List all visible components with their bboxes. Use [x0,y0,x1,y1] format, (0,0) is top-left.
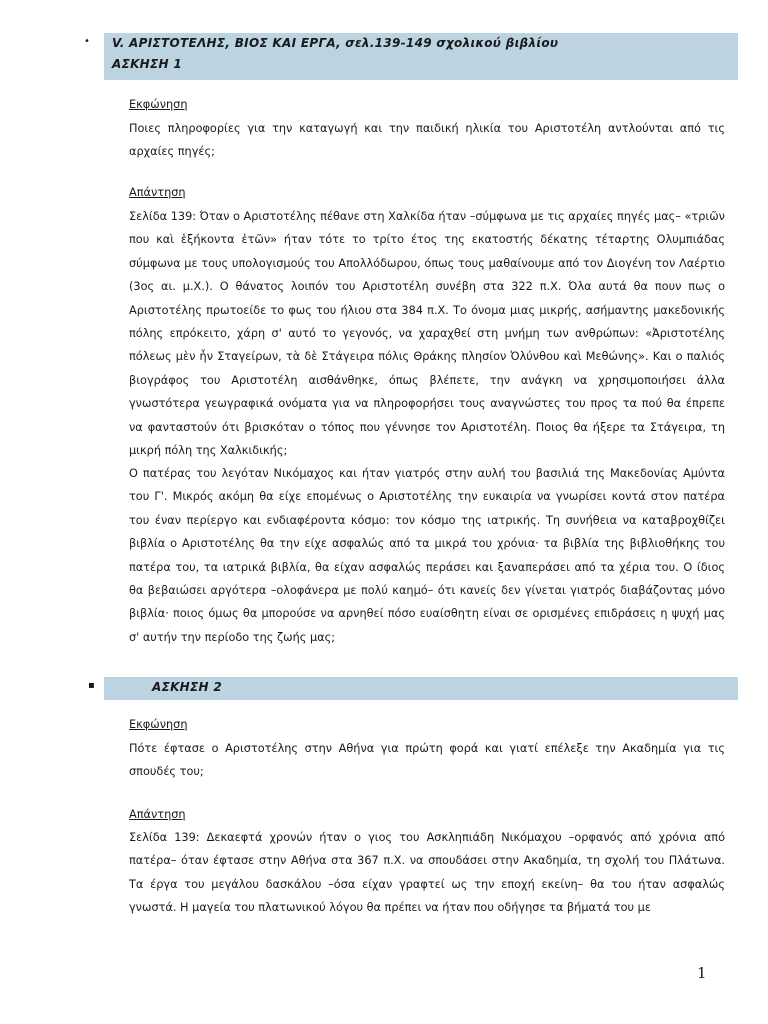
square-bullet-icon: ▪ [88,680,95,691]
answer-1-paragraph-2: Ο πατέρας του λεγόταν Νικόμαχος και ήταν γιατρός στην αυλή του βασιλιά της Μακεδονίας Αμύντα του Γ'. Μικρός ακόμη θα είχε επομένως ο Αριστοτέλης την ευκαιρία να γνωρίσει κοντά στον πατέρα του έναν περίεργο και ενδιαφέροντα κόσμο: τον κόσμο της ιατρικής. Τη συνήθεια να καταβροχθίζει βιβλία ο Αριστοτέλης θα την είχε ασφαλώς από τα μικρά του χρόνια· τα βιβλία της βιβλιοθήκης του πατέρα του, τα ιατρικά βιβλία, θα είχαν ασφαλώς περάσει και ξαναπεράσει από τα χέρια του. Ο ίδιος θα βεβαιώσει αργότερα –ολοφάνερα με πολύ καημό– ότι κανείς δεν γίνεται γιατρός διαβάζοντας μόνο βιβλία· ποιος όμως θα μπορούσε να αρνηθεί πόσο ευαίσθητη είναι σε ορισμένες επιδράσεις η ψυχή μας σ' αυτήν την περίοδο της ζωής μας; [129,467,725,644]
bullet-icon: • [84,36,90,47]
exercise-2-title: ΑΣΚΗΣΗ 2 [152,680,222,694]
answer-label-1: Απάντηση [129,186,186,199]
section-header-2 [88,677,738,700]
answer-1-paragraph-1: Σελίδα 139: Όταν ο Αριστοτέλης πέθανε στη Χαλκίδα ήταν –σύμφωνα με τις αρχαίες πηγές μας– «τριῶν που καὶ ἑξήκοντα ἐτῶν» ήταν τότε το τρίτο έτος της εκατοστής δέκατης τέταρτης Ολυμπιάδας σύμφωνα με τους υπολογισμούς του Απολλόδωρου, όπως τους μαθαίνουμε από τον Διογένη τον Λαέρτιο (3ος αι. μ.Χ.). Ο θάνατος λοιπόν του Αριστοτέλη συνέβη στα 322 π.Χ. Όλα αυτά θα πουν πως ο Αριστοτέλης πρωτοείδε το φως του ήλιου στα 384 π.Χ. Το όνομα μιας μικρής, ασήμαντης μακεδονικής πόλης επρόκειτο, χάρη σ' αυτό το γεγονός, να χαραχθεί στη μνήμη των ανθρώπων: «Ἀριστοτέλης πόλεως μὲν ἦν Σταγείρων, τὰ δὲ Στάγειρα πόλις Θράκης πλησίον Ὀλύνθου καὶ Μεθώνης». Και ο παλιός βιογράφος του Αριστοτέλη αισθάνθηκε, όπως βλέπετε, την ανάγκη να χρησιμοποιήσει άλλα γνωστότερα γεωγραφικά ονόματα για να πληροφορήσει τους αναγνώστες του προς τα πού θα έπρεπε να φανταστούν ότι βρισκόταν ο τόπος που γέννησε τον Αριστοτέλη. Ποιος θα ήξερε τα Στάγειρα, τη μικρή πόλη της Χαλκιδικής; [129,210,725,458]
question-1-text: Ποιες πληροφορίες για την καταγωγή και την παιδική ηλικία του Αριστοτέλη αντλούνται από τις αρχαίες πηγές; [129,122,725,159]
exercise-1-title: ΑΣΚΗΣΗ 1 [112,57,182,71]
answer-2-paragraph-1: Σελίδα 139: Δεκαεφτά χρονών ήταν ο γιος του Ασκληπιάδη Νικόμαχου –ορφανός από χρόνια από πατέρα– όταν έφτασε στην Αθήνα στα 367 π.Χ. να σπουδάσει στην Ακαδημία, τη σχολή του Πλάτωνα. Τα έργα του μεγάλου δασκάλου –όσα είχαν γραφτεί ως την εποχή εκείνη– θα του ήταν ασφαλώς γνωστά. Η μαγεία του πλατωνικού λόγου θα πρέπει να ήταν που οδήγησε τα βήματά του με [129,831,725,915]
question-2-text: Πότε έφτασε ο Αριστοτέλης στην Αθήνα για πρώτη φορά και γιατί επέλεξε την Ακαδημία για τις σπουδές του; [129,742,725,779]
answer-label-2: Απάντηση [129,808,186,821]
section-header-1 [84,33,738,80]
page-number: 1 [697,964,707,982]
chapter-heading: V. ΑΡΙΣΤΟΤΕΛΗΣ, ΒΙΟΣ ΚΑΙ ΕΡΓΑ, σελ.139-149 σχολικού βιβλίου [112,36,559,50]
question-label-2: Εκφώνηση [129,718,188,731]
question-label-1: Εκφώνηση [129,98,188,111]
